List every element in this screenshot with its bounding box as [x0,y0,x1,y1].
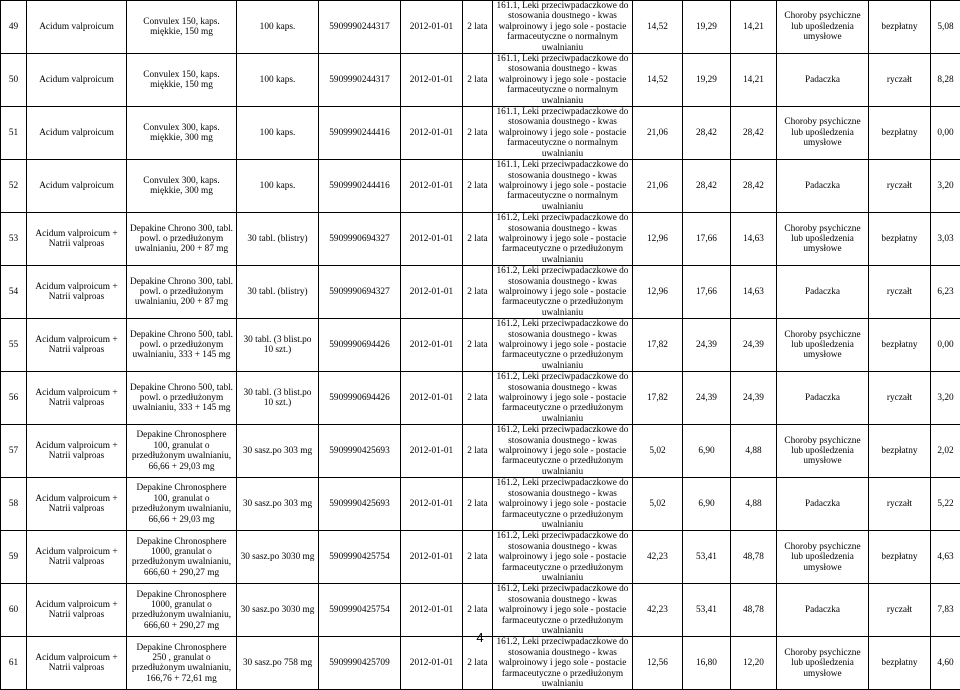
cell-surcharge: 7,83 [931,584,960,637]
cell-lp: 51 [1,107,27,160]
cell-validity: 2 lata [463,160,493,213]
page-number: 4 [0,630,960,645]
cell-price-retail: 19,29 [683,1,731,54]
cell-indication: Choroby psychiczne lub upośledzenia umysłowe [777,425,869,478]
cell-package: 100 kaps. [237,107,319,160]
cell-medicine-name: Depakine Chronosphere 100, granulat o przedłużonym uwalnianiu, 66,66 + 29,03 mg [127,478,237,531]
cell-validity: 2 lata [463,637,493,690]
cell-price-wholesale: 14,52 [633,1,683,54]
cell-lp: 49 [1,1,27,54]
cell-validity: 2 lata [463,584,493,637]
cell-price-retail: 17,66 [683,266,731,319]
cell-ean: 5909990244416 [319,160,401,213]
cell-lp: 52 [1,160,27,213]
cell-indication: Padaczka [777,478,869,531]
cell-ean: 5909990694426 [319,319,401,372]
cell-substance: Acidum valproicum + Natrii valproas [27,637,127,690]
cell-package: 100 kaps. [237,54,319,107]
cell-limit-group: 161.1, Leki przeciwpadaczkowe do stosowania doustnego - kwas walproinowy i jego sole - postacie farmaceutyczne o normalnym uwalnianiu [493,1,633,54]
cell-price-retail: 28,42 [683,107,731,160]
cell-surcharge: 2,02 [931,425,960,478]
cell-package: 30 sasz.po 303 mg [237,478,319,531]
cell-medicine-name: Depakine Chrono 500, tabl. powl. o przedłużonym uwalnianiu, 333 + 145 mg [127,319,237,372]
cell-ean: 5909990425693 [319,425,401,478]
cell-price-wholesale: 14,52 [633,54,683,107]
cell-validity: 2 lata [463,372,493,425]
cell-date: 2012-01-01 [401,107,463,160]
cell-price-retail: 53,41 [683,531,731,584]
cell-surcharge: 4,60 [931,637,960,690]
cell-lp: 58 [1,478,27,531]
cell-package: 30 tabl. (3 blist.po 10 szt.) [237,372,319,425]
cell-validity: 2 lata [463,266,493,319]
cell-payment-level: bezpłatny [869,319,931,372]
cell-payment-level: bezpłatny [869,531,931,584]
cell-ean: 5909990425754 [319,584,401,637]
cell-package: 30 tabl. (3 blist.po 10 szt.) [237,319,319,372]
cell-indication: Padaczka [777,54,869,107]
cell-price-wholesale: 12,96 [633,213,683,266]
cell-financing-limit: 14,63 [731,213,777,266]
cell-substance: Acidum valproicum [27,1,127,54]
cell-payment-level: bezpłatny [869,637,931,690]
cell-payment-level: ryczałt [869,160,931,213]
cell-substance: Acidum valproicum [27,54,127,107]
table-row [1,160,960,213]
cell-lp: 59 [1,531,27,584]
cell-price-retail: 19,29 [683,54,731,107]
cell-medicine-name: Depakine Chronosphere 100, granulat o przedłużonym uwalnianiu, 66,66 + 29,03 mg [127,425,237,478]
cell-financing-limit: 14,63 [731,266,777,319]
cell-lp: 56 [1,372,27,425]
cell-substance: Acidum valproicum + Natrii valproas [27,531,127,584]
cell-validity: 2 lata [463,531,493,584]
cell-medicine-name: Depakine Chronosphere 1000, granulat o przedłużonym uwalnianiu, 666,60 + 290,27 mg [127,584,237,637]
cell-substance: Acidum valproicum + Natrii valproas [27,425,127,478]
cell-ean: 5909990425693 [319,478,401,531]
cell-financing-limit: 24,39 [731,319,777,372]
cell-substance: Acidum valproicum + Natrii valproas [27,213,127,266]
cell-financing-limit: 24,39 [731,372,777,425]
cell-payment-level: bezpłatny [869,1,931,54]
cell-price-retail: 17,66 [683,213,731,266]
cell-payment-level: bezpłatny [869,425,931,478]
cell-substance: Acidum valproicum + Natrii valproas [27,584,127,637]
cell-lp: 61 [1,637,27,690]
cell-price-wholesale: 42,23 [633,531,683,584]
cell-indication: Choroby psychiczne lub upośledzenia umysłowe [777,637,869,690]
cell-validity: 2 lata [463,54,493,107]
cell-indication: Choroby psychiczne lub upośledzenia umysłowe [777,531,869,584]
cell-payment-level: bezpłatny [869,213,931,266]
table-row [1,319,960,372]
cell-date: 2012-01-01 [401,584,463,637]
cell-limit-group: 161.1, Leki przeciwpadaczkowe do stosowania doustnego - kwas walproinowy i jego sole - postacie farmaceutyczne o normalnym uwalnianiu [493,160,633,213]
cell-limit-group: 161.2, Leki przeciwpadaczkowe do stosowania doustnego - kwas walproinowy i jego sole - postacie farmaceutyczne o przedłużonym uwalnianiu [493,319,633,372]
cell-ean: 5909990694426 [319,372,401,425]
cell-financing-limit: 48,78 [731,584,777,637]
cell-ean: 5909990425754 [319,531,401,584]
cell-financing-limit: 4,88 [731,478,777,531]
cell-financing-limit: 28,42 [731,160,777,213]
cell-package: 30 sasz.po 3030 mg [237,584,319,637]
cell-validity: 2 lata [463,478,493,531]
cell-surcharge: 5,22 [931,478,960,531]
cell-ean: 5909990694327 [319,266,401,319]
cell-date: 2012-01-01 [401,531,463,584]
cell-date: 2012-01-01 [401,372,463,425]
cell-validity: 2 lata [463,425,493,478]
cell-surcharge: 3,03 [931,213,960,266]
cell-medicine-name: Depakine Chrono 500, tabl. powl. o przedłużonym uwalnianiu, 333 + 145 mg [127,372,237,425]
cell-date: 2012-01-01 [401,1,463,54]
cell-medicine-name: Convulex 300, kaps. miękkie, 300 mg [127,160,237,213]
cell-medicine-name: Convulex 150, kaps. miękkie, 150 mg [127,54,237,107]
cell-ean: 5909990694327 [319,213,401,266]
cell-limit-group: 161.2, Leki przeciwpadaczkowe do stosowania doustnego - kwas walproinowy i jego sole - postacie farmaceutyczne o przedłużonym uwalnianiu [493,372,633,425]
cell-price-wholesale: 12,96 [633,266,683,319]
cell-price-wholesale: 17,82 [633,372,683,425]
cell-indication: Padaczka [777,160,869,213]
cell-indication: Choroby psychiczne lub upośledzenia umysłowe [777,319,869,372]
cell-indication: Choroby psychiczne lub upośledzenia umysłowe [777,1,869,54]
cell-substance: Acidum valproicum + Natrii valproas [27,372,127,425]
cell-surcharge: 4,63 [931,531,960,584]
cell-lp: 55 [1,319,27,372]
cell-date: 2012-01-01 [401,213,463,266]
cell-package: 30 sasz.po 3030 mg [237,531,319,584]
cell-lp: 60 [1,584,27,637]
cell-payment-level: ryczałt [869,266,931,319]
cell-limit-group: 161.2, Leki przeciwpadaczkowe do stosowania doustnego - kwas walproinowy i jego sole - postacie farmaceutyczne o przedłużonym uwalnianiu [493,478,633,531]
cell-package: 100 kaps. [237,160,319,213]
cell-financing-limit: 14,21 [731,54,777,107]
cell-substance: Acidum valproicum + Natrii valproas [27,266,127,319]
table-row [1,478,960,531]
cell-price-wholesale: 42,23 [633,584,683,637]
cell-price-wholesale: 5,02 [633,478,683,531]
table-row [1,425,960,478]
cell-indication: Padaczka [777,266,869,319]
cell-ean: 5909990244317 [319,1,401,54]
cell-medicine-name: Depakine Chrono 300, tabl. powl. o przedłużonym uwalnianiu, 200 + 87 mg [127,266,237,319]
cell-date: 2012-01-01 [401,637,463,690]
cell-date: 2012-01-01 [401,478,463,531]
table-body [1,1,960,690]
cell-price-retail: 28,42 [683,160,731,213]
cell-medicine-name: Depakine Chrono 300, tabl. powl. o przedłużonym uwalnianiu, 200 + 87 mg [127,213,237,266]
cell-price-retail: 24,39 [683,372,731,425]
cell-lp: 54 [1,266,27,319]
cell-validity: 2 lata [463,107,493,160]
table-row [1,584,960,637]
cell-validity: 2 lata [463,213,493,266]
table-row [1,54,960,107]
cell-package: 30 sasz.po 303 mg [237,425,319,478]
cell-substance: Acidum valproicum + Natrii valproas [27,319,127,372]
table-row [1,266,960,319]
cell-date: 2012-01-01 [401,54,463,107]
cell-payment-level: ryczałt [869,372,931,425]
cell-surcharge: 0,00 [931,319,960,372]
cell-price-retail: 6,90 [683,425,731,478]
cell-payment-level: ryczałt [869,478,931,531]
cell-date: 2012-01-01 [401,160,463,213]
cell-financing-limit: 4,88 [731,425,777,478]
cell-lp: 57 [1,425,27,478]
cell-date: 2012-01-01 [401,319,463,372]
table-row [1,1,960,54]
cell-date: 2012-01-01 [401,266,463,319]
cell-financing-limit: 48,78 [731,531,777,584]
table-row [1,213,960,266]
cell-price-wholesale: 17,82 [633,319,683,372]
cell-medicine-name: Depakine Chronosphere 1000, granulat o przedłużonym uwalnianiu, 666,60 + 290,27 mg [127,531,237,584]
cell-payment-level: ryczałt [869,584,931,637]
cell-price-retail: 6,90 [683,478,731,531]
cell-financing-limit: 12,20 [731,637,777,690]
cell-package: 30 tabl. (blistry) [237,266,319,319]
cell-package: 30 tabl. (blistry) [237,213,319,266]
cell-surcharge: 6,23 [931,266,960,319]
cell-surcharge: 3,20 [931,372,960,425]
cell-medicine-name: Depakine Chronosphere 250 , granulat o przedłużonym uwalnianiu, 166,76 + 72,61 mg [127,637,237,690]
cell-validity: 2 lata [463,319,493,372]
cell-payment-level: bezpłatny [869,107,931,160]
cell-limit-group: 161.2, Leki przeciwpadaczkowe do stosowania doustnego - kwas walproinowy i jego sole - postacie farmaceutyczne o przedłużonym uwalnianiu [493,213,633,266]
cell-medicine-name: Convulex 150, kaps. miękkie, 150 mg [127,1,237,54]
cell-substance: Acidum valproicum [27,160,127,213]
cell-limit-group: 161.2, Leki przeciwpadaczkowe do stosowania doustnego - kwas walproinowy i jego sole - postacie farmaceutyczne o przedłużonym uwalnianiu [493,637,633,690]
cell-substance: Acidum valproicum + Natrii valproas [27,478,127,531]
cell-ean: 5909990244317 [319,54,401,107]
cell-lp: 50 [1,54,27,107]
cell-surcharge: 5,08 [931,1,960,54]
cell-price-wholesale: 21,06 [633,160,683,213]
cell-financing-limit: 14,21 [731,1,777,54]
cell-limit-group: 161.1, Leki przeciwpadaczkowe do stosowania doustnego - kwas walproinowy i jego sole - postacie farmaceutyczne o normalnym uwalnianiu [493,107,633,160]
cell-indication: Choroby psychiczne lub upośledzenia umysłowe [777,107,869,160]
cell-price-wholesale: 5,02 [633,425,683,478]
table-row [1,531,960,584]
table-row [1,372,960,425]
cell-indication: Choroby psychiczne lub upośledzenia umysłowe [777,213,869,266]
cell-price-retail: 24,39 [683,319,731,372]
cell-indication: Padaczka [777,584,869,637]
cell-package: 100 kaps. [237,1,319,54]
cell-ean: 5909990244416 [319,107,401,160]
cell-ean: 5909990425709 [319,637,401,690]
cell-lp: 53 [1,213,27,266]
cell-indication: Padaczka [777,372,869,425]
cell-price-retail: 53,41 [683,584,731,637]
cell-date: 2012-01-01 [401,425,463,478]
cell-limit-group: 161.2, Leki przeciwpadaczkowe do stosowania doustnego - kwas walproinowy i jego sole - postacie farmaceutyczne o przedłużonym uwalnianiu [493,584,633,637]
cell-surcharge: 3,20 [931,160,960,213]
cell-package: 30 sasz.po 758 mg [237,637,319,690]
cell-substance: Acidum valproicum [27,107,127,160]
cell-validity: 2 lata [463,1,493,54]
cell-limit-group: 161.2, Leki przeciwpadaczkowe do stosowania doustnego - kwas walproinowy i jego sole - postacie farmaceutyczne o przedłużonym uwalnianiu [493,531,633,584]
cell-medicine-name: Convulex 300, kaps. miękkie, 300 mg [127,107,237,160]
cell-price-wholesale: 21,06 [633,107,683,160]
cell-payment-level: ryczałt [869,54,931,107]
cell-surcharge: 8,28 [931,54,960,107]
table-row [1,107,960,160]
cell-surcharge: 0,00 [931,107,960,160]
cell-limit-group: 161.1, Leki przeciwpadaczkowe do stosowania doustnego - kwas walproinowy i jego sole - postacie farmaceutyczne o normalnym uwalnianiu [493,54,633,107]
cell-price-wholesale: 12,56 [633,637,683,690]
cell-limit-group: 161.2, Leki przeciwpadaczkowe do stosowania doustnego - kwas walproinowy i jego sole - postacie farmaceutyczne o przedłużonym uwalnianiu [493,266,633,319]
cell-limit-group: 161.2, Leki przeciwpadaczkowe do stosowania doustnego - kwas walproinowy i jego sole - postacie farmaceutyczne o przedłużonym uwalnianiu [493,425,633,478]
cell-financing-limit: 28,42 [731,107,777,160]
cell-price-retail: 16,80 [683,637,731,690]
